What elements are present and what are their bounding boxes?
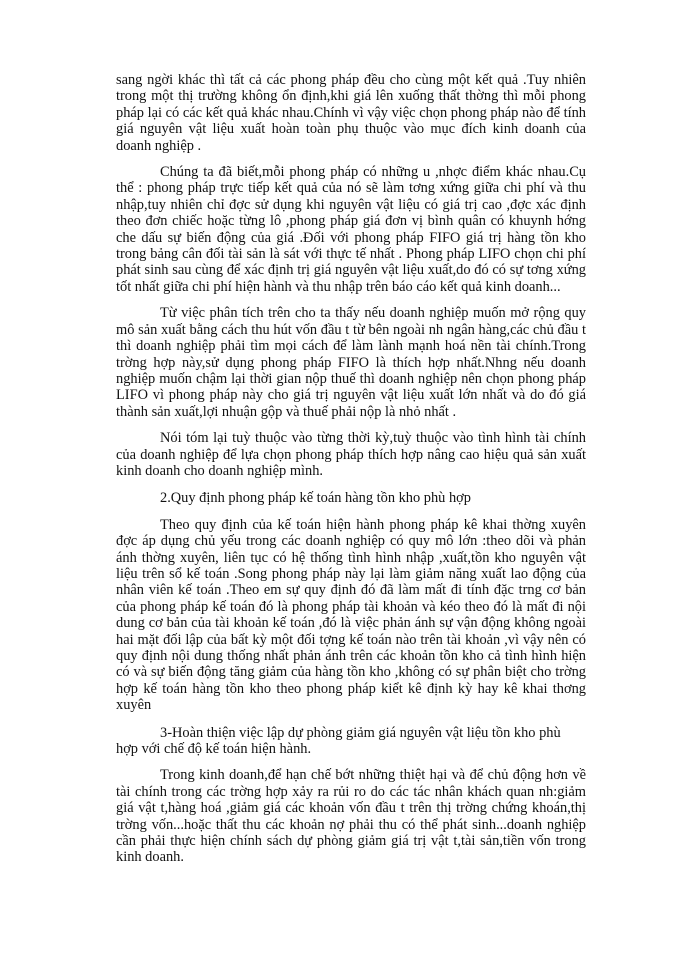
section-heading-provision: 3-Hoàn thiện việc lập dự phòng giảm giá nguyên vật liệu tồn kho phù hợp với chế độ kế toán hiện hành. <box>116 724 561 758</box>
paragraph-inventory-regulation: Theo quy định của kế toán hiện hành phong pháp kê khai thờng xuyên đợc áp dụng chủ yếu trong các doanh nghiệp có quy mô lớn :theo dõi và phản ánh thờng xuyên, liên tục có hệ thống tình hình nhập ,xuất,tồn kho nguyên vật liệu trên sổ kế toán .Song phong pháp này lại làm giảm năng xuất lao động của nhân viên kế toán .Theo em sự quy định đó đã làm mất đi tính đặc trng cơ bản của phong pháp kế toán đó là phong pháp tài khoản và kéo theo đó là mất đi nội dung cơ bản của tài khoản kế toán ,đó là việc phản ánh sự vận động không ngoài hai mặt đối lập của bất kỳ một đối tợng kế toán nào trên tài khoản ,vì vậy nên có quy định nội dung thống nhất phản ánh trên các khoản tồn kho cả tình hình hiện có và sự biến động tăng giảm của hàng tồn kho ,không có sự phân biệt cho trờng hợp kế toán hàng tồn kho theo phong pháp kiểt kê định kỳ hay kê khai thơng xuyên <box>116 516 586 714</box>
paragraph-summary: Nói tóm lại tuỳ thuộc vào từng thời kỳ,tuỳ thuộc vào tình hình tài chính của doanh nghiệp để lựa chọn phong pháp thích hợp nâng cao hiệu quả sản xuất kinh doanh cho doanh nghiệp mình. <box>116 430 586 479</box>
paragraph-provision-policy: Trong kinh doanh,để hạn chế bớt những thiệt hại và để chủ động hơn về tài chính trong các trờng hợp xảy ra rủi ro do các tác nhân khách quan nh:giảm giá vật t,hàng hoá ,giảm giá các khoản vốn đầu t trên thị trờng chứng khoán,thị trờng vốn...hoặc thất thu các khoản nợ phải thu có thể phát sinh...doanh nghiệp cần phải thực hiện chính sách dự phòng giảm giá trị vật t,tài sản,tiền vốn trong kinh doanh. <box>116 767 586 866</box>
paragraph-methods-results: sang ngời khác thì tất cả các phong pháp đều cho cùng một kết quả .Tuy nhiên trong một thị trường không ổn định,khi giá lên xuống thất thờng thì mỗi phong pháp lại có các kết quả khác nhau.Chính vì vậy việc chọn phong pháp nào để tính giá nguyên vật liệu xuất hoàn toàn phụ thuộc vào mục đích kinh doanh của doanh nghiệp . <box>116 72 586 154</box>
section-heading-inventory-accounting: 2.Quy định phong pháp kế toán hàng tồn kho phù hợp <box>160 490 471 507</box>
document-page <box>116 72 586 866</box>
paragraph-fifo-lifo-choice: Từ việc phân tích trên cho ta thấy nếu doanh nghiệp muốn mở rộng quy mô sản xuất bằng cách thu hút vốn đầu t từ bên ngoài nh ngân hàng,các chủ đầu t thì doanh nghiệp phải tìm mọi cách để làm lành mạnh hoá nền tài chính.Trong trờng hợp này,sử dụng phong pháp FIFO là thích hợp nhất.Nhng nếu doanh nghiệp muốn chậm lại thời gian nộp thuế thì doanh nghiệp nên chọn phong pháp LIFO vì phong pháp này cho giá trị nguyên vật liệu xuất lớn nhất và do đó giá thành sản xuất,lợi nhuận gộp và thuế phải nộp là nhỏ nhất . <box>116 305 586 420</box>
paragraph-method-pros-cons: Chúng ta đã biết,mỗi phong pháp có những u ,nhợc điểm khác nhau.Cụ thể : phong pháp trực tiếp kết quả của nó sẽ làm tơng xứng giữa chi phí và thu nhập,tuy nhiên chỉ đợc sử dụng khi nguyên vật liệu có giá trị cao ,đợc xác định theo đơn chiếc hoặc từng lô ,phong pháp giá đơn vị bình quân có khuynh hớng che dấu sự biến động của giá .Đối với phong pháp FIFO giá trị hàng tồn kho trong bảng cân đối tài sản là sát với thực tế nhất . Phong pháp LIFO chọn chi phí phát sinh sau cùng để xác định trị giá nguyên vật liệu xuất,do đó có sự tơng xứng tốt nhất giữa chi phí hiện hành và thu nhập trên báo cáo kết quả kinh doanh... <box>116 164 586 295</box>
